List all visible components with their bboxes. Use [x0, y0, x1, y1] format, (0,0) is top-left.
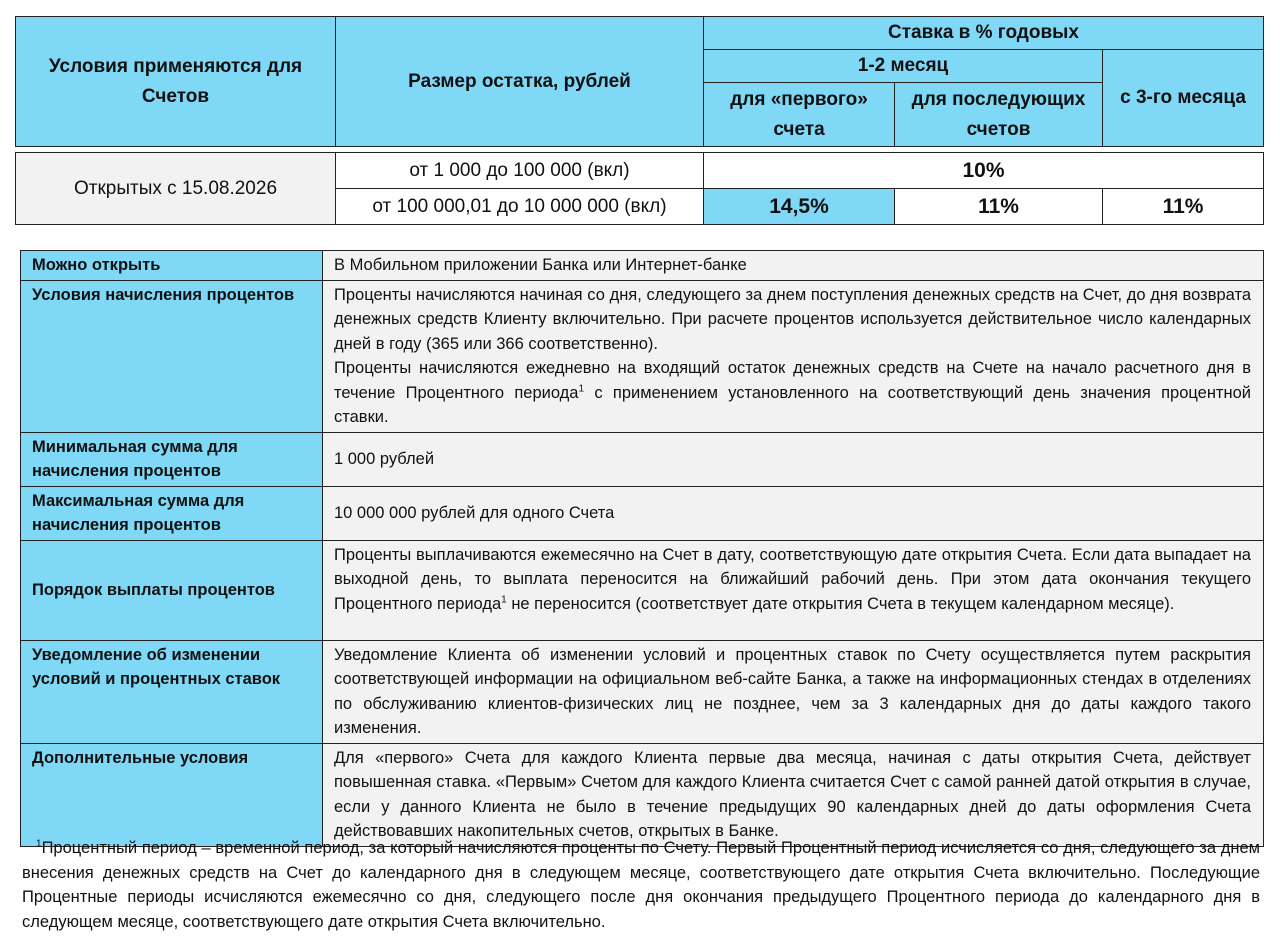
accrual-paragraph-1: Проценты начисляются начиная со дня, следующего за днем поступления денежных средств на Счет, до дня возврата денежных средств Клиенту включительно. При расчете процентов используется действительное число календарных дней в году (365 или 366 соответственно).: [334, 285, 1251, 353]
tier2-range: от 100 000,01 до 10 000 000 (вкл): [336, 189, 704, 225]
accrual-paragraph-2: Проценты начисляются ежедневно на входящий остаток денежных средств на Счете на начало расчетного дня в течение Процентного периода$^1$ с применением установленного на соответствующий день значения процентной ставки.: [334, 359, 1251, 426]
terms-table: [20, 250, 1264, 847]
tier2-month3-rate: 11%: [1103, 189, 1264, 225]
label-accrual-conditions: Условия начисления процентов: [21, 280, 323, 432]
label-can-open: Можно открыть: [21, 251, 323, 281]
tier2-first-rate: 14,5%: [704, 189, 895, 225]
tier1-range: от 1 000 до 100 000 (вкл): [336, 153, 704, 189]
value-max-amount: 10 000 000 рублей для одного Счета: [323, 486, 1264, 540]
label-payout-order: Порядок выплаты процентов: [21, 540, 323, 640]
table-row: [21, 540, 1264, 640]
rate-table-body: [15, 152, 1264, 225]
table-row: [21, 251, 1264, 281]
label-additional-conditions: Дополнительные условия: [21, 743, 323, 846]
value-min-amount: 1 000 рублей: [323, 432, 1264, 486]
table-row: [21, 486, 1264, 540]
label-max-amount: Максимальная сумма для начисления процентов: [21, 486, 323, 540]
header-subsequent-accounts: для последующих счетов: [895, 83, 1103, 147]
table-row: [21, 432, 1264, 486]
value-additional-conditions: Для «первого» Счета для каждого Клиента первые два месяца, начиная с даты открытия Счета, действует повышенная ставка. «Первым» Счетом для каждого Клиента считается Счет с самой ранней датой открытия в случае, если у данного Клиента не было в течение предыдущих 90 календарных дней до даты оформления Счета действовавших накопительных счетов, открытых в Банке.: [323, 743, 1264, 846]
tier1-rate: 10%: [704, 153, 1264, 189]
header-months-1-2: 1-2 месяц: [704, 50, 1103, 83]
footnote-marker: 1: [36, 838, 42, 850]
footnote-text: Процентный период – временной период, за который начисляются проценты по Счету. Первый Процентный период исчисляется со дня, следующего за днем внесения денежных средств на Счет до календарного дня в следующем месяце, соответствующего дате открытия Счета включительно. Последующие Процентные периоды исчисляются ежемесячно со дня, следующего после дня окончания предыдущего Процентного периода до календарного дня в следующем месяце, соответствующего дате открытия Счета включительно.: [22, 839, 1260, 931]
header-from-month-3: с 3-го месяца: [1103, 50, 1264, 147]
value-change-notice: Уведомление Клиента об изменении условий и процентных ставок по Счету осуществляется путем раскрытия соответствующей информации на официальном веб-сайте Банка, а также на информационных стендах в отделениях по обслуживанию клиентов-физических лиц не позднее, чем за 3 календарных дня до даты каждого такого изменения.: [323, 640, 1264, 743]
header-first-account: для «первого» счета: [704, 83, 895, 147]
table-row: [21, 280, 1264, 432]
label-min-amount: Минимальная сумма для начисления процентов: [21, 432, 323, 486]
footnote-ref: 1: [578, 383, 585, 394]
value-can-open: В Мобильном приложении Банка или Интернет-банке: [323, 251, 1264, 281]
value-payout-order: Проценты выплачиваются ежемесячно на Счет в дату, соответствующую дате открытия Счета. Если дата выпадает на выходной день, то выплата переносится на ближайший рабочий день. При этом дата окончания текущего Процентного периода$^1$ не переносится (соответствует дате открытия Счета в текущем календарном месяце).: [323, 540, 1264, 640]
tier2-subsequent-rate: 11%: [895, 189, 1103, 225]
header-rate-percent: Ставка в % годовых: [704, 17, 1264, 50]
footnote-ref: 1: [501, 594, 507, 605]
table-row: [21, 743, 1264, 846]
rate-table-header: [15, 16, 1264, 147]
label-change-notice: Уведомление об изменении условий и процентных ставок: [21, 640, 323, 743]
header-balance-size: Размер остатка, рублей: [336, 17, 704, 147]
header-conditions-for: Условия применяются для Счетов: [16, 17, 336, 147]
footnote: [22, 836, 1260, 934]
table-row: [21, 640, 1264, 743]
row-opened-date: Открытых с 15.08.2026: [16, 153, 336, 225]
value-accrual-conditions: [323, 280, 1264, 432]
